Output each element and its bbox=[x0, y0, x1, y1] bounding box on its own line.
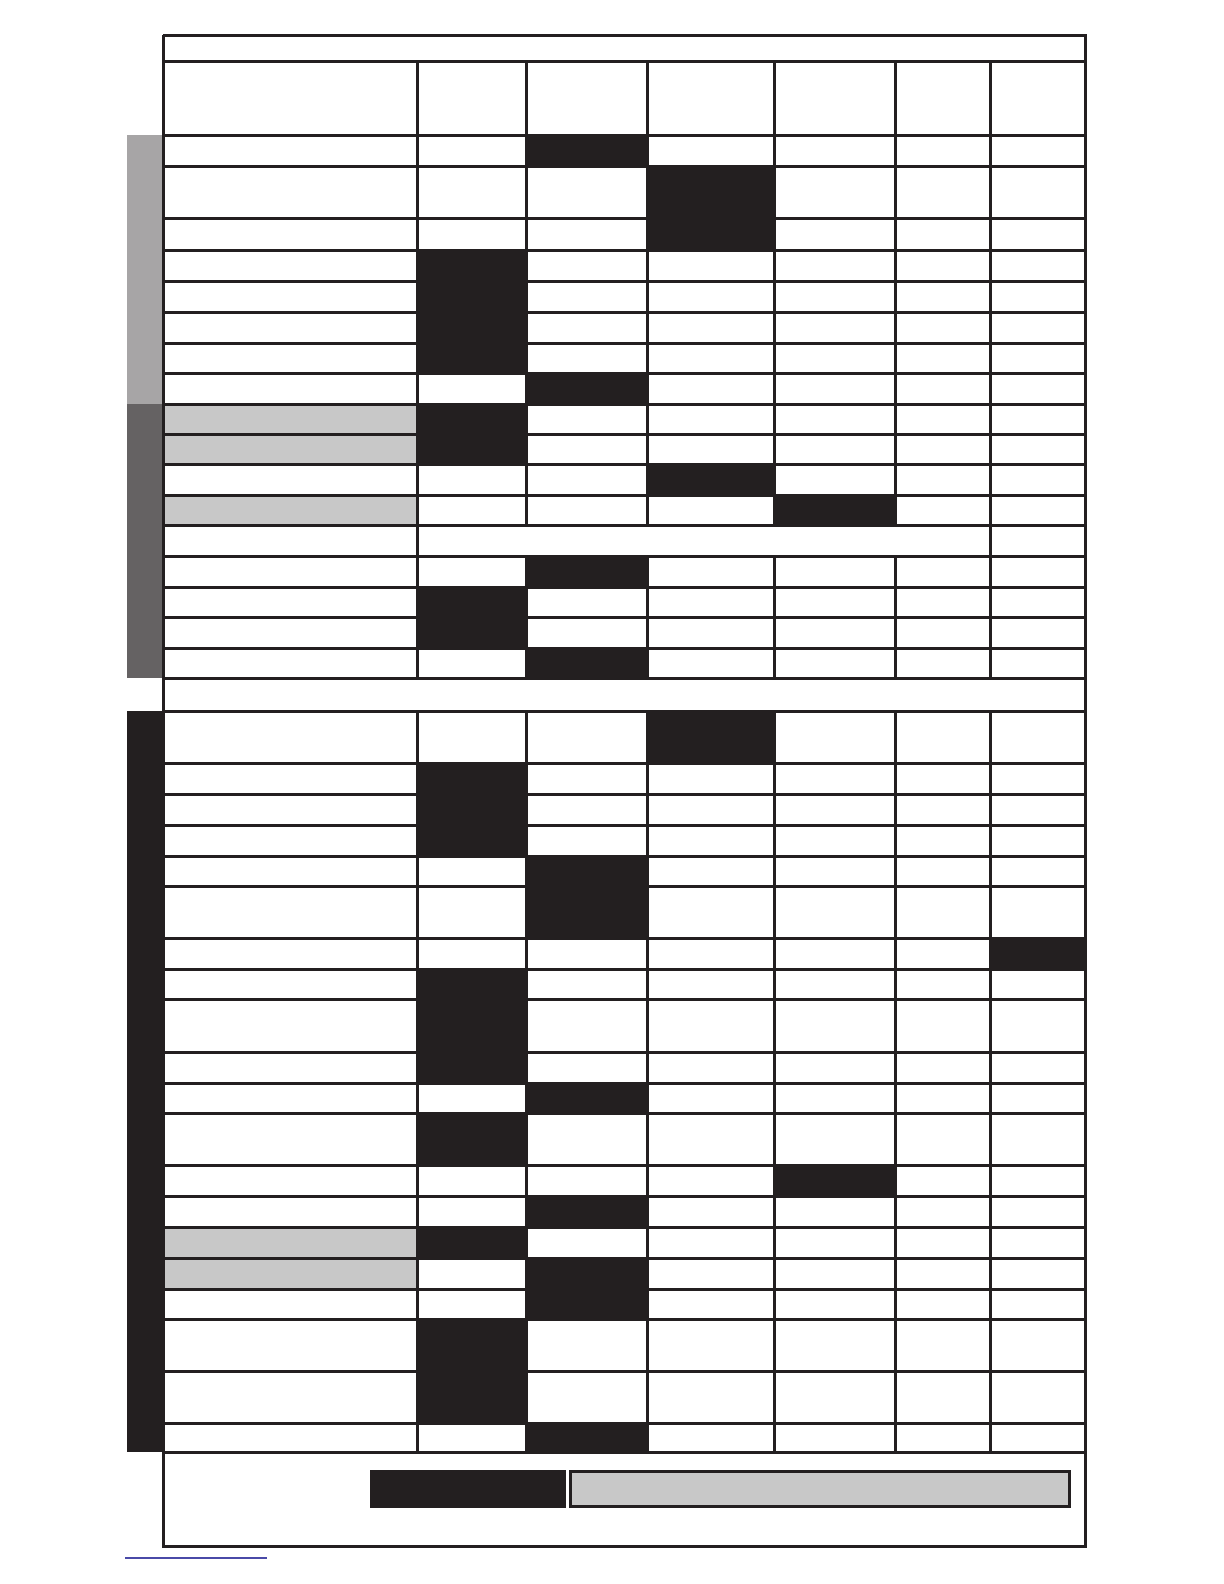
grid-line-h bbox=[163, 1226, 1085, 1229]
grid-line-h bbox=[163, 1082, 1085, 1085]
filled-cell bbox=[774, 495, 895, 525]
frame-left bbox=[162, 35, 165, 1548]
filled-cell bbox=[647, 464, 774, 495]
filled-cell bbox=[526, 1258, 647, 1289]
grid-line-h bbox=[163, 494, 1085, 497]
section-band-middle bbox=[127, 404, 163, 678]
filled-cell bbox=[990, 938, 1085, 969]
filled-cell bbox=[526, 1289, 647, 1319]
grid-line-h bbox=[163, 1112, 1085, 1115]
grid-line-h bbox=[163, 793, 1085, 796]
grid-line-v bbox=[989, 61, 992, 678]
filled-cell bbox=[526, 1083, 647, 1113]
filled-cell bbox=[417, 1371, 526, 1423]
grid-line-h bbox=[163, 372, 1085, 375]
grid-line-h bbox=[163, 463, 1085, 466]
filled-cell bbox=[526, 648, 647, 678]
gray-legend-swatch bbox=[569, 1470, 1071, 1508]
grid-line-h bbox=[163, 710, 1085, 713]
grid-line-v bbox=[773, 711, 776, 1452]
grid-line-h bbox=[163, 1164, 1085, 1167]
grid-line-v bbox=[525, 711, 528, 1452]
grid-line-v bbox=[773, 61, 776, 525]
grid-line-h bbox=[163, 342, 1085, 345]
filled-cell bbox=[417, 587, 526, 617]
filled-cell bbox=[417, 794, 526, 825]
filled-cell bbox=[417, 825, 526, 856]
grid-line-h bbox=[163, 1318, 1085, 1321]
grid-line-h bbox=[163, 249, 1085, 252]
filled-cell bbox=[417, 281, 526, 312]
filled-cell bbox=[526, 556, 647, 587]
grid-line-h bbox=[163, 134, 1085, 137]
filled-cell bbox=[417, 1319, 526, 1371]
grid-line-h bbox=[163, 165, 1085, 168]
filled-cell bbox=[647, 166, 774, 218]
frame-right bbox=[1084, 35, 1087, 1548]
grid-line-v bbox=[894, 61, 897, 525]
grid-line-h bbox=[163, 1422, 1085, 1425]
gray-label-cell bbox=[163, 1227, 417, 1258]
filled-cell bbox=[417, 250, 526, 281]
filled-cell bbox=[417, 1113, 526, 1165]
grid-line-v bbox=[416, 711, 419, 1452]
footer-rule bbox=[125, 1557, 267, 1559]
grid-line-h bbox=[163, 616, 1085, 619]
grid-line-v bbox=[773, 556, 776, 678]
grid-line-h bbox=[163, 968, 1085, 971]
filled-cell bbox=[526, 856, 647, 886]
grid-line-h bbox=[163, 762, 1085, 765]
grid-line-h bbox=[163, 280, 1085, 283]
grid-line-h bbox=[163, 586, 1085, 589]
section-band-top bbox=[127, 135, 163, 404]
filled-cell bbox=[774, 1165, 895, 1196]
filled-cell bbox=[526, 135, 647, 166]
filled-cell bbox=[417, 969, 526, 999]
grid-line-h bbox=[163, 1051, 1085, 1054]
grid-line-h bbox=[163, 60, 1085, 63]
filled-cell bbox=[526, 373, 647, 404]
filled-cell bbox=[417, 434, 526, 464]
frame-bottom bbox=[163, 1545, 1087, 1548]
grid-line-h bbox=[163, 1451, 1085, 1454]
section-band-bottom bbox=[127, 711, 163, 1452]
filled-cell bbox=[417, 1052, 526, 1083]
grid-line-h bbox=[163, 1257, 1085, 1260]
grid-line-v bbox=[989, 711, 992, 1452]
grid-line-v bbox=[646, 556, 649, 678]
grid-line-v bbox=[894, 556, 897, 678]
grid-line-h bbox=[163, 433, 1085, 436]
filled-cell bbox=[647, 711, 774, 763]
grid-line-v bbox=[525, 61, 528, 525]
grid-line-h bbox=[163, 555, 1085, 558]
grid-line-h bbox=[163, 217, 1085, 220]
grid-line-h bbox=[163, 998, 1085, 1001]
gray-label-cell bbox=[163, 404, 417, 434]
filled-cell bbox=[526, 886, 647, 938]
filled-cell bbox=[417, 343, 526, 373]
filled-legend-swatch bbox=[370, 1470, 566, 1508]
grid-line-h bbox=[163, 403, 1085, 406]
grid-line-v bbox=[894, 711, 897, 1452]
filled-cell bbox=[526, 1196, 647, 1227]
filled-cell bbox=[417, 763, 526, 794]
grid-line-h bbox=[163, 885, 1085, 888]
filled-cell bbox=[417, 1227, 526, 1258]
frame-top bbox=[163, 34, 1087, 37]
filled-cell bbox=[417, 617, 526, 648]
grid-line-v bbox=[416, 61, 419, 678]
gray-label-cell bbox=[163, 434, 417, 464]
gray-label-cell bbox=[163, 495, 417, 525]
grid-line-h bbox=[163, 677, 1085, 680]
filled-cell bbox=[526, 1423, 647, 1452]
grid-line-h bbox=[163, 647, 1085, 650]
filled-cell bbox=[417, 404, 526, 434]
grid-line-h bbox=[163, 524, 1085, 527]
grid-line-v bbox=[525, 556, 528, 678]
grid-line-h bbox=[163, 1288, 1085, 1291]
filled-cell bbox=[417, 312, 526, 343]
grid-line-h bbox=[163, 937, 1085, 940]
grid-line-h bbox=[163, 1195, 1085, 1198]
grid-line-v bbox=[646, 711, 649, 1452]
grid-line-h bbox=[163, 855, 1085, 858]
grid-line-h bbox=[163, 824, 1085, 827]
grid-line-h bbox=[163, 311, 1085, 314]
grid-line-h bbox=[163, 1370, 1085, 1373]
filled-cell bbox=[417, 999, 526, 1052]
gray-label-cell bbox=[163, 1258, 417, 1289]
filled-cell bbox=[647, 218, 774, 250]
grid-line-v bbox=[646, 61, 649, 525]
